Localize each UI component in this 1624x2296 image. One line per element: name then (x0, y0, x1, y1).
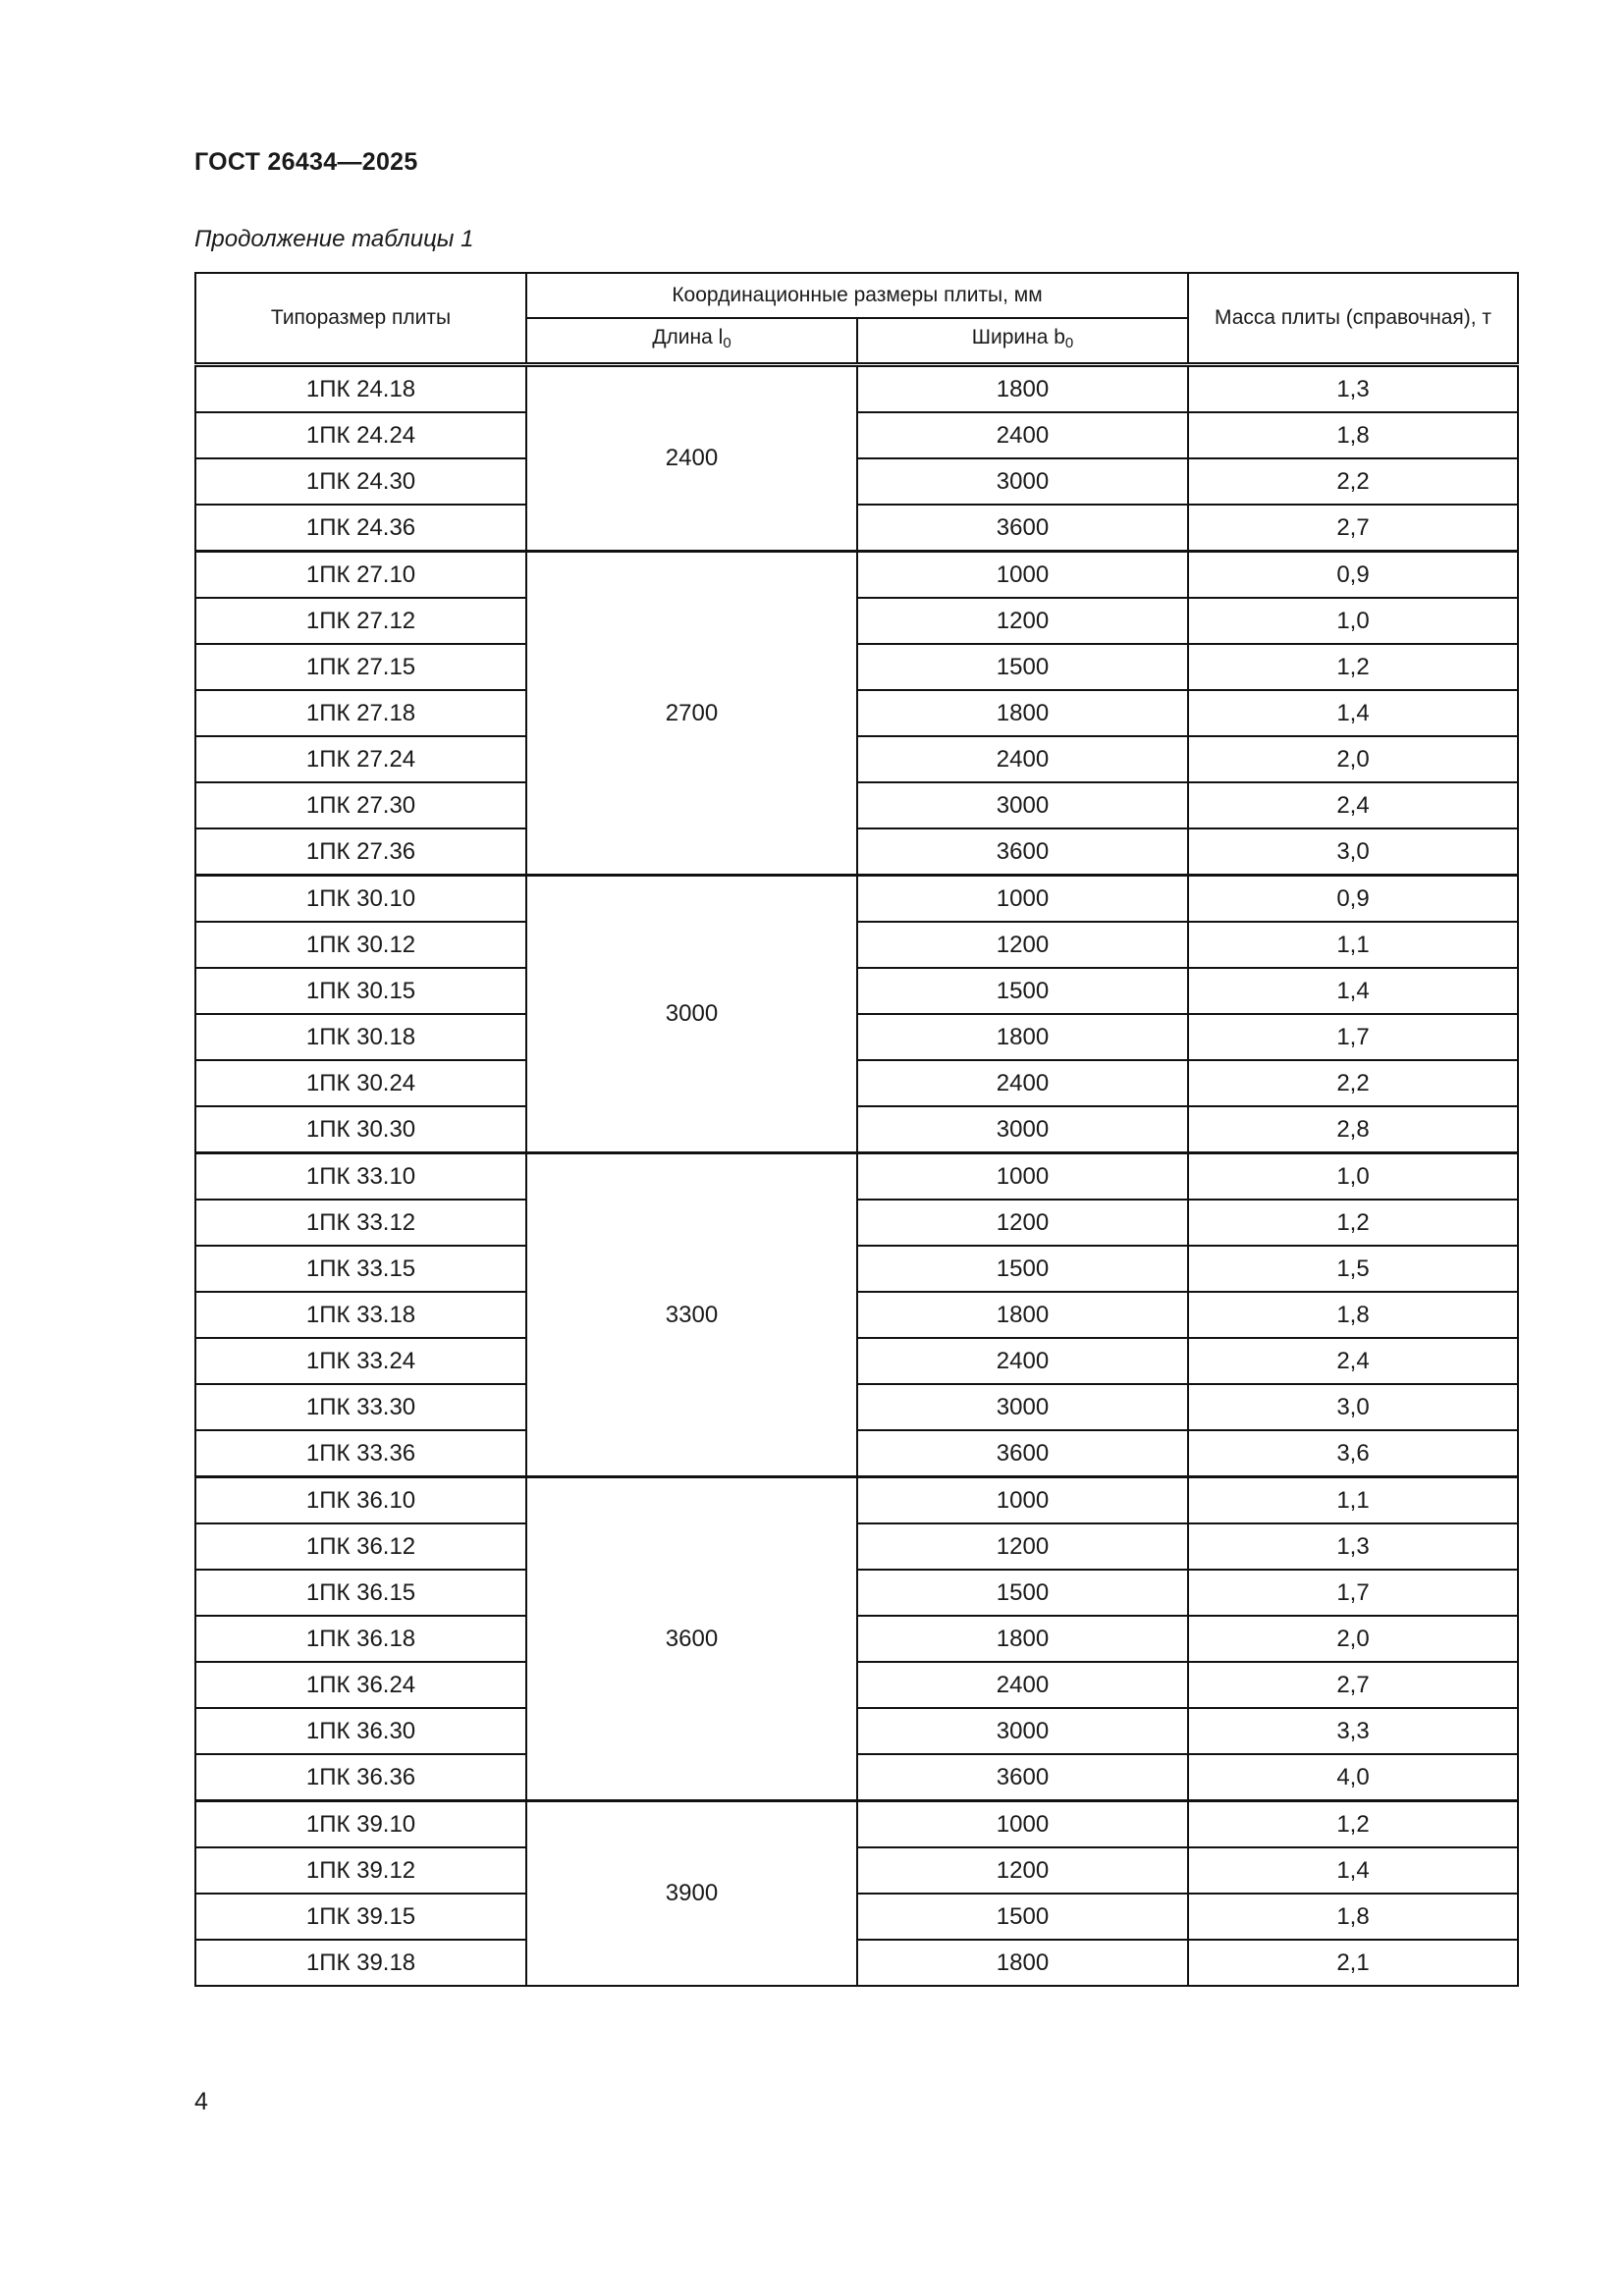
mass-cell: 0,9 (1188, 876, 1518, 923)
width-cell: 3600 (857, 505, 1188, 552)
table-row (195, 1246, 1518, 1292)
mass-cell: 4,0 (1188, 1754, 1518, 1801)
table-row (195, 876, 1518, 923)
table-row (195, 365, 1518, 413)
header-width (857, 318, 1188, 365)
table-row (195, 412, 1518, 458)
table-row (195, 1616, 1518, 1662)
width-cell: 1800 (857, 365, 1188, 413)
mass-cell: 3,6 (1188, 1430, 1518, 1477)
mass-cell: 2,2 (1188, 1060, 1518, 1106)
width-cell: 1000 (857, 1801, 1188, 1848)
mass-cell: 1,8 (1188, 412, 1518, 458)
header-length-label: Длина l (652, 326, 724, 348)
table-row (195, 1292, 1518, 1338)
length-cell: 3300 (526, 1153, 857, 1477)
mass-cell: 1,5 (1188, 1246, 1518, 1292)
type-cell: 1ПК 24.30 (195, 458, 526, 505)
type-cell: 1ПК 27.24 (195, 736, 526, 782)
table-row (195, 552, 1518, 599)
width-cell: 3600 (857, 828, 1188, 876)
table-row (195, 1430, 1518, 1477)
table-row (195, 1014, 1518, 1060)
type-cell: 1ПК 30.24 (195, 1060, 526, 1106)
header-width-subscript: 0 (1064, 335, 1074, 351)
table-row (195, 1523, 1518, 1570)
width-cell: 1000 (857, 1477, 1188, 1524)
page-number: 4 (194, 2088, 208, 2115)
width-cell: 1000 (857, 1153, 1188, 1201)
type-cell: 1ПК 36.30 (195, 1708, 526, 1754)
mass-cell: 1,8 (1188, 1894, 1518, 1940)
table-row (195, 736, 1518, 782)
width-cell: 1200 (857, 598, 1188, 644)
mass-cell: 2,4 (1188, 1338, 1518, 1384)
table-caption: Продолжение таблицы 1 (194, 226, 474, 252)
type-cell: 1ПК 33.24 (195, 1338, 526, 1384)
mass-cell: 0,9 (1188, 552, 1518, 599)
mass-cell: 1,0 (1188, 1153, 1518, 1201)
mass-cell: 2,4 (1188, 782, 1518, 828)
type-cell: 1ПК 27.36 (195, 828, 526, 876)
mass-cell: 3,0 (1188, 828, 1518, 876)
type-cell: 1ПК 30.18 (195, 1014, 526, 1060)
length-cell: 3600 (526, 1477, 857, 1801)
type-cell: 1ПК 33.36 (195, 1430, 526, 1477)
type-cell: 1ПК 30.12 (195, 922, 526, 968)
type-cell: 1ПК 24.24 (195, 412, 526, 458)
width-cell: 1800 (857, 1292, 1188, 1338)
type-cell: 1ПК 30.15 (195, 968, 526, 1014)
width-cell: 1500 (857, 968, 1188, 1014)
mass-cell: 3,3 (1188, 1708, 1518, 1754)
mass-cell: 1,8 (1188, 1292, 1518, 1338)
table-row (195, 1060, 1518, 1106)
table-row (195, 782, 1518, 828)
type-cell: 1ПК 36.18 (195, 1616, 526, 1662)
type-cell: 1ПК 27.30 (195, 782, 526, 828)
length-cell: 3900 (526, 1801, 857, 1987)
table-row (195, 1847, 1518, 1894)
width-cell: 1200 (857, 1200, 1188, 1246)
type-cell: 1ПК 33.15 (195, 1246, 526, 1292)
type-cell: 1ПК 36.12 (195, 1523, 526, 1570)
table-row (195, 1754, 1518, 1801)
width-cell: 1200 (857, 1847, 1188, 1894)
mass-cell: 2,0 (1188, 1616, 1518, 1662)
header-length (526, 318, 857, 365)
table-row (195, 1894, 1518, 1940)
standard-title: ГОСТ 26434—2025 (194, 148, 418, 176)
width-cell: 1200 (857, 1523, 1188, 1570)
length-cell: 3000 (526, 876, 857, 1153)
width-cell: 3000 (857, 1106, 1188, 1153)
width-cell: 3000 (857, 1708, 1188, 1754)
table-row (195, 1708, 1518, 1754)
type-cell: 1ПК 24.36 (195, 505, 526, 552)
mass-cell: 2,7 (1188, 505, 1518, 552)
type-cell: 1ПК 33.10 (195, 1153, 526, 1201)
width-cell: 2400 (857, 1338, 1188, 1384)
width-cell: 1000 (857, 876, 1188, 923)
mass-cell: 1,2 (1188, 644, 1518, 690)
width-cell: 1500 (857, 1246, 1188, 1292)
type-cell: 1ПК 39.12 (195, 1847, 526, 1894)
mass-cell: 2,7 (1188, 1662, 1518, 1708)
table-header (195, 273, 1518, 365)
type-cell: 1ПК 36.15 (195, 1570, 526, 1616)
table-row (195, 1801, 1518, 1848)
table-row (195, 828, 1518, 876)
width-cell: 2400 (857, 1060, 1188, 1106)
type-cell: 1ПК 27.12 (195, 598, 526, 644)
width-cell: 1800 (857, 1014, 1188, 1060)
mass-cell: 1,3 (1188, 1523, 1518, 1570)
table-row (195, 1338, 1518, 1384)
mass-cell: 1,7 (1188, 1570, 1518, 1616)
width-cell: 1200 (857, 922, 1188, 968)
width-cell: 3000 (857, 1384, 1188, 1430)
type-cell: 1ПК 27.18 (195, 690, 526, 736)
mass-cell: 3,0 (1188, 1384, 1518, 1430)
mass-cell: 1,4 (1188, 968, 1518, 1014)
type-cell: 1ПК 33.12 (195, 1200, 526, 1246)
mass-cell: 1,2 (1188, 1801, 1518, 1848)
mass-cell: 2,2 (1188, 458, 1518, 505)
type-cell: 1ПК 27.10 (195, 552, 526, 599)
width-cell: 1000 (857, 552, 1188, 599)
width-cell: 3600 (857, 1754, 1188, 1801)
type-cell: 1ПК 24.18 (195, 365, 526, 413)
table-row (195, 644, 1518, 690)
table-row (195, 968, 1518, 1014)
width-cell: 1800 (857, 690, 1188, 736)
type-cell: 1ПК 30.10 (195, 876, 526, 923)
slab-table (194, 272, 1519, 1987)
table-row (195, 922, 1518, 968)
type-cell: 1ПК 33.30 (195, 1384, 526, 1430)
mass-cell: 1,2 (1188, 1200, 1518, 1246)
mass-cell: 1,4 (1188, 1847, 1518, 1894)
mass-cell: 1,4 (1188, 690, 1518, 736)
width-cell: 3000 (857, 458, 1188, 505)
width-cell: 1800 (857, 1616, 1188, 1662)
width-cell: 2400 (857, 736, 1188, 782)
table-row (195, 1200, 1518, 1246)
type-cell: 1ПК 36.10 (195, 1477, 526, 1524)
mass-cell: 2,1 (1188, 1940, 1518, 1986)
table-row (195, 1570, 1518, 1616)
table-row (195, 690, 1518, 736)
mass-cell: 1,0 (1188, 598, 1518, 644)
header-type: Типоразмер плиты (195, 273, 526, 365)
type-cell: 1ПК 39.18 (195, 1940, 526, 1986)
header-dimensions: Координационные размеры плиты, мм (526, 273, 1188, 318)
type-cell: 1ПК 39.15 (195, 1894, 526, 1940)
width-cell: 1500 (857, 644, 1188, 690)
mass-cell: 2,0 (1188, 736, 1518, 782)
mass-cell: 1,1 (1188, 1477, 1518, 1524)
mass-cell: 1,1 (1188, 922, 1518, 968)
table-row (195, 1662, 1518, 1708)
table-row (195, 1106, 1518, 1153)
table-body (195, 365, 1518, 1987)
type-cell: 1ПК 36.24 (195, 1662, 526, 1708)
type-cell: 1ПК 30.30 (195, 1106, 526, 1153)
type-cell: 1ПК 33.18 (195, 1292, 526, 1338)
table-row (195, 598, 1518, 644)
table-row (195, 1477, 1518, 1524)
type-cell: 1ПК 36.36 (195, 1754, 526, 1801)
length-cell: 2400 (526, 365, 857, 552)
length-cell: 2700 (526, 552, 857, 876)
header-mass: Масса плиты (справочная), т (1188, 273, 1518, 365)
type-cell: 1ПК 27.15 (195, 644, 526, 690)
table-row (195, 1384, 1518, 1430)
table-row (195, 1940, 1518, 1986)
header-length-subscript: 0 (723, 335, 731, 351)
mass-cell: 1,3 (1188, 365, 1518, 413)
width-cell: 2400 (857, 1662, 1188, 1708)
table-row (195, 505, 1518, 552)
width-cell: 1800 (857, 1940, 1188, 1986)
width-cell: 2400 (857, 412, 1188, 458)
table-row (195, 1153, 1518, 1201)
width-cell: 3000 (857, 782, 1188, 828)
mass-cell: 1,7 (1188, 1014, 1518, 1060)
mass-cell: 2,8 (1188, 1106, 1518, 1153)
width-cell: 1500 (857, 1894, 1188, 1940)
type-cell: 1ПК 39.10 (195, 1801, 526, 1848)
width-cell: 1500 (857, 1570, 1188, 1616)
width-cell: 3600 (857, 1430, 1188, 1477)
header-width-label: Ширина b (971, 326, 1065, 348)
table-row (195, 458, 1518, 505)
